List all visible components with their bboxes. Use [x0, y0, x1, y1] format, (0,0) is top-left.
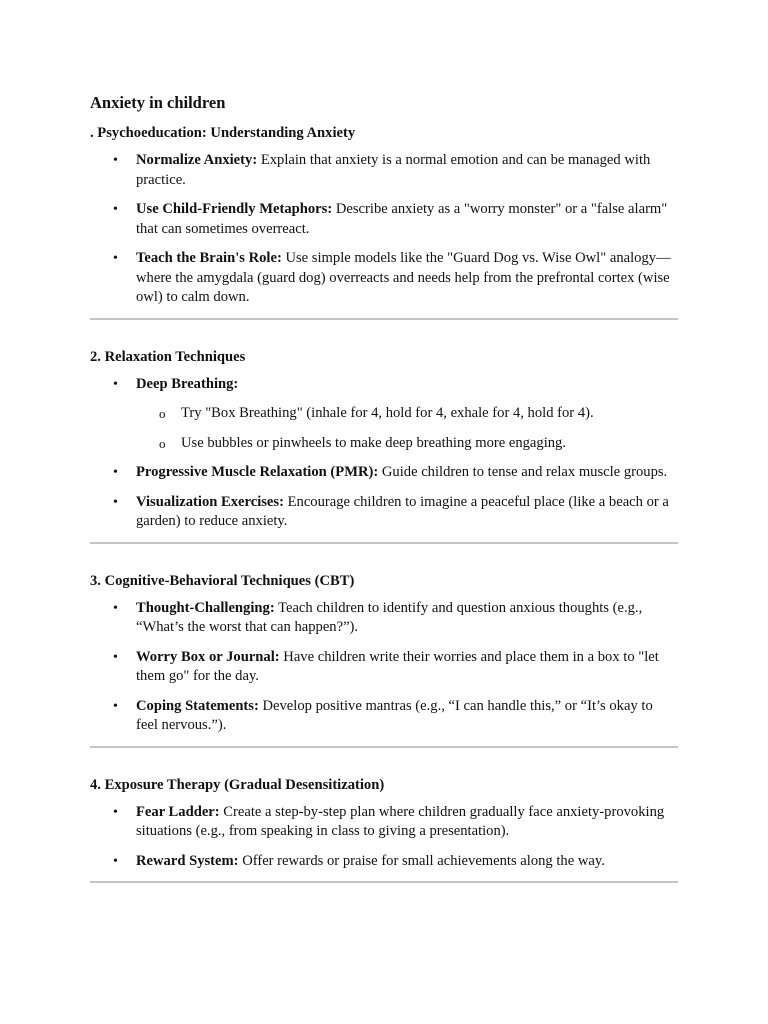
- bullet-icon: •: [113, 853, 118, 869]
- item-term: Visualization Exercises:: [136, 493, 284, 510]
- item-term: Use Child-Friendly Metaphors:: [136, 201, 333, 217]
- bullet-icon: •: [113, 600, 118, 616]
- section-divider: [90, 881, 678, 883]
- item-term: Progressive Muscle Relaxation (PMR):: [136, 464, 379, 480]
- section-heading: . Psychoeducation: Understanding Anxiety: [90, 125, 356, 141]
- item-term: Teach the Brain's Role:: [136, 250, 282, 266]
- section-relaxation: [90, 347, 678, 544]
- list-item: [90, 599, 678, 638]
- sub-list-item: [136, 404, 678, 424]
- list-item: [90, 648, 678, 687]
- section-divider: [90, 746, 678, 748]
- list-item: [90, 151, 678, 190]
- bullet-list: [90, 803, 678, 872]
- item-text: Create a step-by-step plan where children gradually face anxiety-provoking situations (e.g., from speaking in class to giving a presentation).: [136, 803, 665, 839]
- item-text: Encourage children to imagine a peaceful place (like a beach or a garden) to reduce anxiety.: [136, 493, 669, 529]
- item-term: Worry Box or Journal:: [136, 648, 280, 665]
- item-term: Normalize Anxiety:: [136, 152, 258, 168]
- bullet-icon: •: [113, 649, 118, 665]
- sub-bullet-icon: o: [159, 406, 166, 421]
- bullet-icon: •: [113, 494, 118, 510]
- item-text: Teach children to identify and question anxious thoughts (e.g., “What’s the worst that can happen?”).: [136, 599, 643, 635]
- item-text: Have children write their worries and place them in a box to "let them go" for the day.: [136, 648, 659, 684]
- sub-list: [136, 404, 678, 453]
- sub-list-item: [136, 434, 678, 454]
- item-text: Use simple models like the "Guard Dog vs. Wise Owl" analogy—where the amygdala (guard dog) overreacts and needs help from the prefrontal cortex (wise owl) to calm down.: [136, 250, 671, 305]
- section-psychoeducation: [90, 123, 678, 320]
- sub-item-text: Use bubbles or pinwheels to make deep breathing more engaging.: [181, 434, 567, 451]
- section-exposure-therapy: [90, 775, 678, 884]
- document-content: [90, 92, 678, 910]
- item-text: Guide children to tense and relax muscle groups.: [378, 464, 668, 480]
- list-item: [90, 249, 678, 308]
- bullet-icon: •: [113, 698, 118, 714]
- item-term: Reward System:: [136, 852, 239, 869]
- section-heading: 3. Cognitive-Behavioral Techniques (CBT): [90, 572, 355, 589]
- list-item: [90, 852, 678, 872]
- bullet-icon: •: [113, 153, 118, 168]
- section-divider: [90, 542, 678, 544]
- bullet-list: [90, 599, 678, 736]
- bullet-icon: •: [113, 251, 118, 266]
- section-cbt: [90, 571, 678, 748]
- item-term: Fear Ladder:: [136, 803, 220, 820]
- list-item: [90, 493, 678, 532]
- sub-bullet-icon: o: [159, 435, 166, 451]
- sub-item-text: Try "Box Breathing" (inhale for 4, hold for 4, exhale for 4, hold for 4).: [181, 405, 594, 421]
- section-heading: 2. Relaxation Techniques: [90, 348, 246, 365]
- item-term: Coping Statements:: [136, 697, 259, 714]
- document-title: Anxiety in children: [90, 93, 226, 112]
- item-text: Describe anxiety as a "worry monster" or a "false alarm" that can sometimes overreact.: [136, 201, 668, 237]
- item-text: Explain that anxiety is a normal emotion and can be managed with practice.: [136, 152, 651, 188]
- bullet-list: [90, 375, 678, 532]
- bullet-list: [90, 151, 678, 308]
- item-text: Offer rewards or praise for small achievements along the way.: [238, 852, 605, 869]
- item-term: Deep Breathing:: [136, 375, 239, 392]
- list-item: [90, 803, 678, 842]
- bullet-icon: •: [113, 376, 118, 392]
- bullet-icon: •: [113, 465, 118, 480]
- list-item: [90, 375, 678, 454]
- bullet-icon: •: [113, 804, 118, 820]
- list-item: [90, 697, 678, 736]
- section-heading: 4. Exposure Therapy (Gradual Desensitization): [90, 776, 385, 793]
- bullet-icon: •: [113, 202, 118, 217]
- list-item: [90, 463, 678, 483]
- list-item: [90, 200, 678, 239]
- item-text: Develop positive mantras (e.g., “I can handle this,” or “It’s okay to feel nervous.”).: [136, 697, 653, 733]
- section-divider: [90, 318, 678, 320]
- item-term: Thought-Challenging:: [136, 599, 275, 616]
